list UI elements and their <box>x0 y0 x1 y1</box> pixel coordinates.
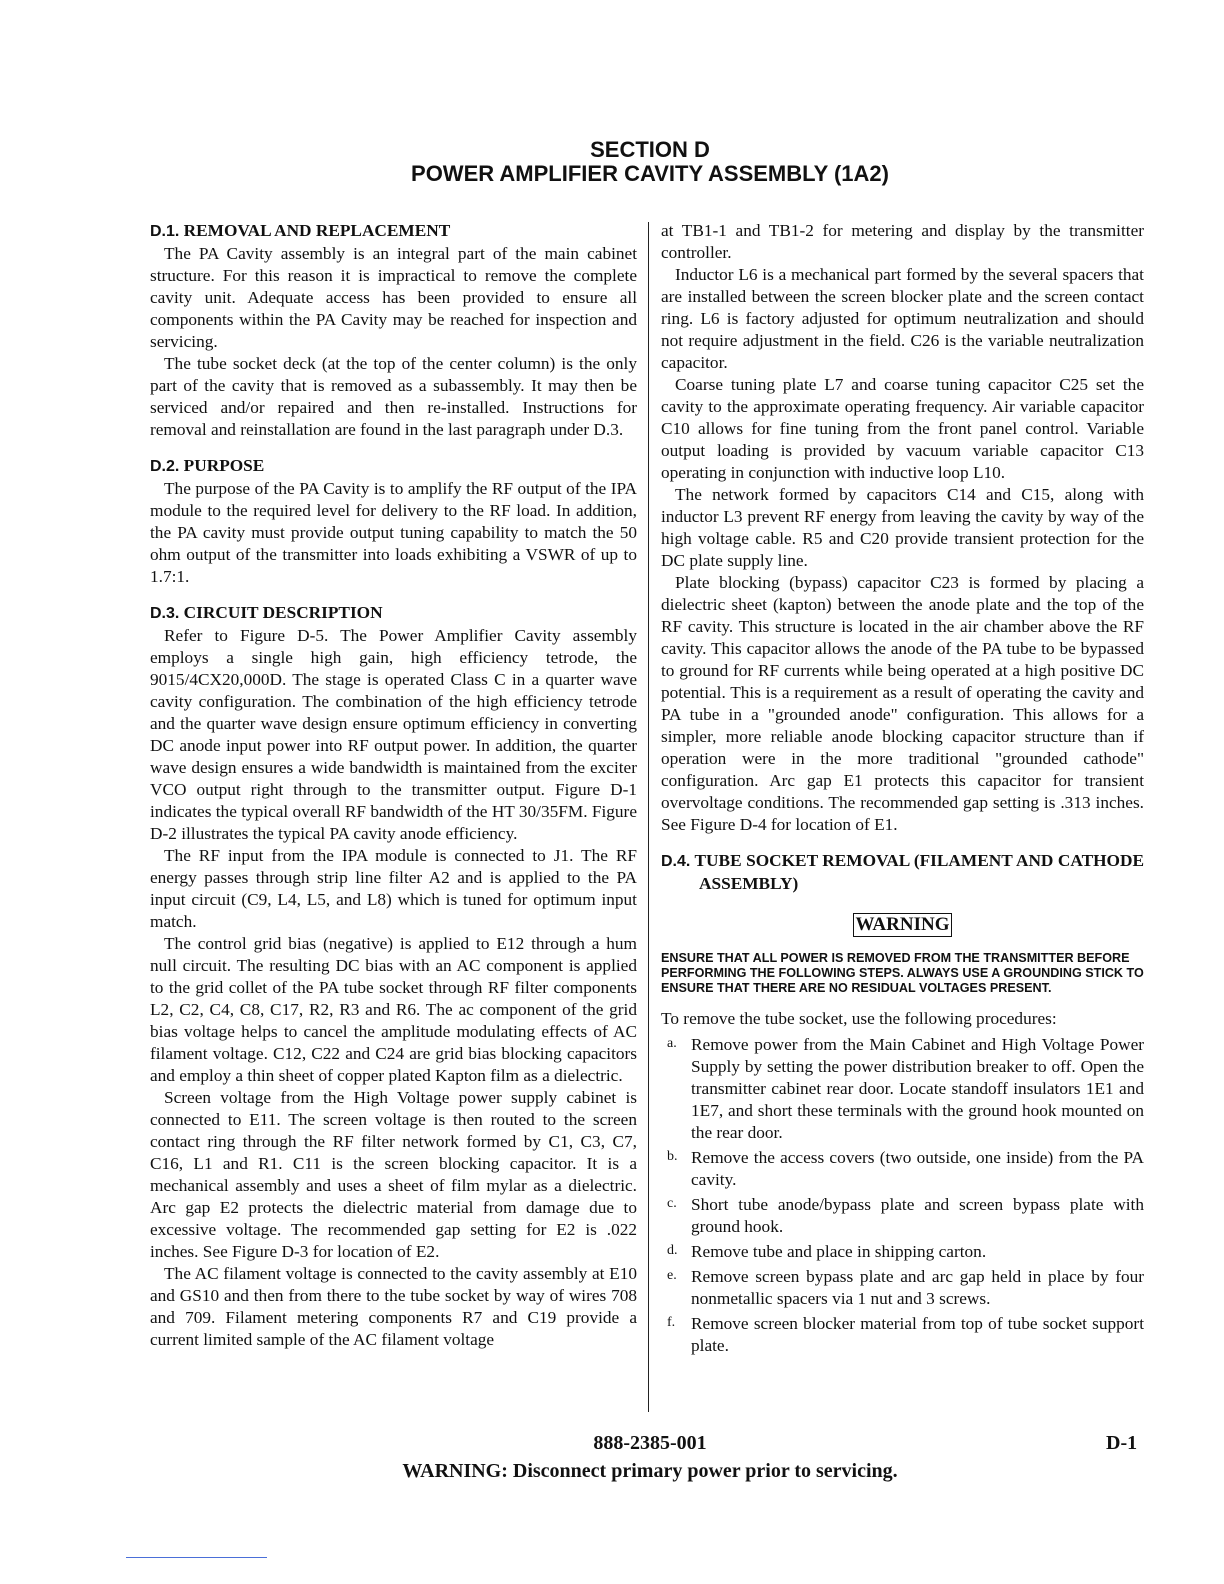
list-item: c. Short tube anode/bypass plate and screen bypass plate with ground hook. <box>667 1195 1144 1236</box>
footer-rule <box>126 1557 267 1558</box>
heading-d1: D.1. REMOVAL AND REPLACEMENT <box>150 221 451 240</box>
heading-d3: D.3. CIRCUIT DESCRIPTION <box>150 603 383 622</box>
procedure-steps <box>661 1034 1144 1357</box>
page-title <box>0 138 1224 186</box>
warning-label: WARNING <box>853 913 953 937</box>
paragraph: The tube socket deck (at the top of the center column) is the only part of the cavity that is removed as a subassembly. It may then be serviced and/or repaired and then re-installed. Instructions for removal and reinstallation are found in the last paragraph under D.3. <box>150 354 637 439</box>
paragraph: The network formed by capacitors C14 and C15, along with inductor L3 prevent RF energy from leaving the cavity by way of the high voltage cable. R5 and C20 provide transient protection for the DC plate supply line. <box>661 485 1144 570</box>
warning-box <box>661 913 1144 937</box>
paragraph: Refer to Figure D-5. The Power Amplifier Cavity assembly employs a single high gain, high efficiency tetrode, the 9015/4CX20,000D. The stage is operated Class C in a quarter wave cavity configuration. The combination of the high efficiency tetrode and the quarter wave design ensure optimum efficiency in converting DC anode input power into RF output power. In addition, the quarter wave design ensures a wide bandwidth is maintained from the exciter VCO output right through to the transmitter output. Figure D-1 indicates the typical overall RF bandwidth of the HT 30/35FM. Figure D-2 illustrates the typical PA cavity anode efficiency. <box>150 626 637 843</box>
procedure-intro: To remove the tube socket, use the following procedures: <box>661 1009 1057 1028</box>
column-divider <box>648 222 649 1412</box>
left-column <box>150 220 637 1351</box>
right-column <box>661 220 1144 1360</box>
paragraph: The purpose of the PA Cavity is to amplify the RF output of the IPA module to the required level for delivery to the RF load. In addition, the PA cavity must provide output tuning capability to match the 50 ohm output of the transmitter into loads exhibiting a VSWR of up to 1.7:1. <box>150 479 637 586</box>
heading-d4: D.4. TUBE SOCKET REMOVAL (FILAMENT AND CATHODE ASSEMBLY) <box>661 851 1144 893</box>
paragraph: The control grid bias (negative) is applied to E12 through a hum null circuit. The resulting DC bias with an AC component is applied to the grid collet of the PA tube socket through RF filter components L2, C2, C4, C8, C17, R2, R3 and R6. The ac component of the grid bias voltage helps to cancel the amplitude modulating effects of AC filament voltage. C12, C22 and C24 are grid bias blocking capacitors and employ a thin sheet of copper plated Kapton film as a dielectric. <box>150 934 637 1085</box>
list-item: b. Remove the access covers (two outside, one inside) from the PA cavity. <box>667 1148 1144 1189</box>
paragraph: The PA Cavity assembly is an integral part of the main cabinet structure. For this reason it is impractical to remove the complete cavity unit. Adequate access has been provided to ensure all components within the PA Cavity may be reached for inspection and servicing. <box>150 244 637 351</box>
list-item: a. Remove power from the Main Cabinet and High Voltage Power Supply by setting the power distribution breaker to off. Open the transmitter cabinet rear door. Locate standoff insulators 1E1 and 1E7, and short these terminals with the ground hook mounted on the rear door. <box>667 1035 1144 1142</box>
warning-text: ENSURE THAT ALL POWER IS REMOVED FROM THE TRANSMITTER BEFORE PERFORMING THE FOLLOWING STEPS. ALWAYS USE A GROUNDING STICK TO ENSURE THAT THERE ARE NO RESIDUAL VOLTAGES PRESENT. <box>661 951 1144 995</box>
footer-warning: WARNING: Disconnect primary power prior to servicing. <box>402 1460 898 1482</box>
list-item: d. Remove tube and place in shipping carton. <box>667 1242 987 1261</box>
section-title: POWER AMPLIFIER CAVITY ASSEMBLY (1A2) <box>411 161 889 186</box>
paragraph: Plate blocking (bypass) capacitor C23 is formed by placing a dielectric sheet (kapton) between the anode plate and the top of the RF cavity. This structure is located in the air chamber above the RF cavity. This capacitor allows the anode of the PA tube to be bypassed to ground for RF currents while being operated at a high positive DC potential. This is a requirement as a result of operating the cavity and PA tube in a "grounded anode" configuration. This allows for a simpler, more reliable anode blocking capacitor structure than if operation were in the more traditional "grounded cathode" configuration. Arc gap E1 protects this capacitor for transient overvoltage conditions. The recommended gap setting is .313 inches. See Figure D-4 for location of E1. <box>661 573 1144 834</box>
section-label: SECTION D <box>590 137 710 162</box>
list-item: e. Remove screen bypass plate and arc gap held in place by four nonmetallic spacers via 1 nut and 3 screws. <box>667 1267 1144 1308</box>
list-item: f. Remove screen blocker material from top of tube socket support plate. <box>667 1314 1144 1355</box>
paragraph: The AC filament voltage is connected to the cavity assembly at E10 and GS10 and then from there to the tube socket by way of wires 708 and 709. Filament metering components R7 and C19 provide a current limited sample of the AC filament voltage <box>150 1264 637 1349</box>
page-number: D-1 <box>1106 1432 1138 1454</box>
paragraph: Coarse tuning plate L7 and coarse tuning capacitor C25 set the cavity to the approximate operating frequency. Air variable capacitor C10 allows for fine tuning from the front panel control. Variable output loading is provided by vacuum variable capacitor C13 operating in conjunction with inductive loop L10. <box>661 375 1144 482</box>
paragraph: at TB1-1 and TB1-2 for metering and display by the transmitter controller. <box>661 221 1144 262</box>
paragraph: Inductor L6 is a mechanical part formed by the several spacers that are installed between the screen blocker plate and the screen contact ring. L6 is factory adjusted for optimum neutralization and should not require adjustment in the field. C26 is the variable neutralization capacitor. <box>661 265 1144 372</box>
paragraph: Screen voltage from the High Voltage power supply cabinet is connected to E11. The screen voltage is then routed to the screen contact ring through the RF filter network formed by C1, C3, C7, C16, L1 and R1. C11 is the screen blocking capacitor. It is a mechanical assembly and uses a sheet of film mylar as a dielectric. Arc gap E2 protects the dielectric material from damage due to excessive voltage. The recommended gap setting for E2 is .022 inches. See Figure D-3 for location of E2. <box>150 1088 637 1261</box>
document-number: 888-2385-001 <box>593 1432 707 1454</box>
heading-d2: D.2. PURPOSE <box>150 456 265 475</box>
paragraph: The RF input from the IPA module is connected to J1. The RF energy passes through strip line filter A2 and is applied to the PA input circuit (C9, L4, L5, and L8) which is tuned for optimum input match. <box>150 846 637 931</box>
